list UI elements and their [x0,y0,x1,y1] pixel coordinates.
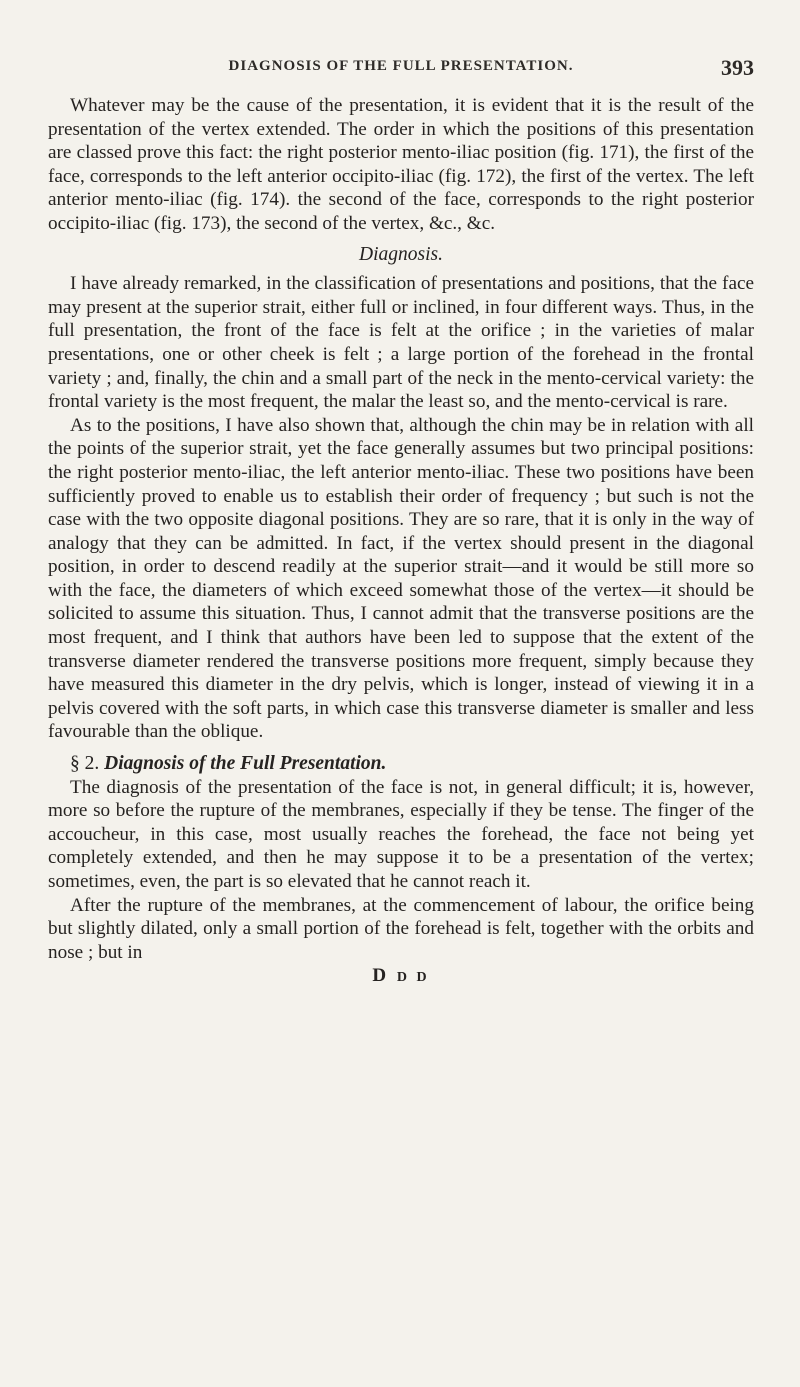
running-title: DIAGNOSIS OF THE FULL PRESENTATION. [228,58,574,74]
page-number: 393 [721,55,754,80]
paragraph-2: I have already remarked, in the classification of presentations and positions, that the face may present at the superior strait, either full or inclined, in four different ways. Thus, in the full presentation, the front of the face is felt at the orifice ; in the varieties of malar presentations, one or other cheek is felt ; a large portion of the forehead in the frontal variety ; and, finally, the chin and a small part of the neck in the mento-cervical variety: the frontal variety is the most frequent, the malar the least so, and the mento-cervical is rare. [48,273,754,413]
signature-small-letters: D D [396,970,430,986]
body-text [48,94,754,990]
paragraph-5: After the rupture of the membranes, at the commencement of labour, the orifice being but slightly dilated, only a small portion of the forehead is felt, together with the orbits and nose ; but in [48,894,754,963]
paragraph-4: The diagnosis of the presentation of the face is not, in general difficult; it is, however, more so before the rupture of the membranes, especially if they be tense. The finger of the accoucheur, in this case, most usually reaches the forehead, the face not being yet completely extended, and then he may suppose it to be a presentation of the vertex; sometimes, even, the part is so elevated that he cannot reach it. [48,776,754,892]
running-head [48,55,754,94]
section-title: Diagnosis of the Full Presentation. [104,753,387,775]
paragraph-1: Whatever may be the cause of the presentation, it is evident that it is the result of the presentation of the vertex extended. The order in which the positions of this presentation are classed prove this fact: the right posterior mento-iliac position (fig. 171), the first of the face, corresponds to the left anterior occipito-iliac (fig. 172), the first of the vertex. The left anterior mento-iliac (fig. 174). the second of the face, corresponds to the right posterior occipito-iliac (fig. 173), the second of the vertex, &c., &c. [48,95,754,234]
book-page [48,55,754,990]
section-number: § 2. [70,753,100,775]
signature-letter: D [372,965,390,987]
section-heading [48,752,754,776]
signature-mark [48,964,754,990]
paragraph-3: As to the positions, I have also shown that, although the chin may be in relation with all the points of the superior strait, yet the face generally assumes but two principal positions: the right posterior mento-iliac, the left anterior mento-iliac. These two positions have been sufficiently proved to enable us to establish their order of frequency ; but such is not the case with the two opposite diagonal positions. They are so rare, that it is only in the way of analogy that they can be admitted. In fact, if the vertex should present in the diagonal position, in order to descend readily at the superior strait—and it would be still more so with the face, the diameters of which exceed somewhat those of the vertex—it should be solicited to assume this situation. Thus, I cannot admit that the transverse positions are the most frequent, and I think that authors have been led to suppose that the extent of the transverse diameter rendered the transverse positions more frequent, simply because they have measured this diameter in the dry pelvis, which is longer, instead of viewing it in a pelvis covered with the soft parts, in which case this transverse diameter is smaller and less favourable than the oblique. [48,414,754,743]
diagnosis-subheading: Diagnosis. [359,243,443,265]
